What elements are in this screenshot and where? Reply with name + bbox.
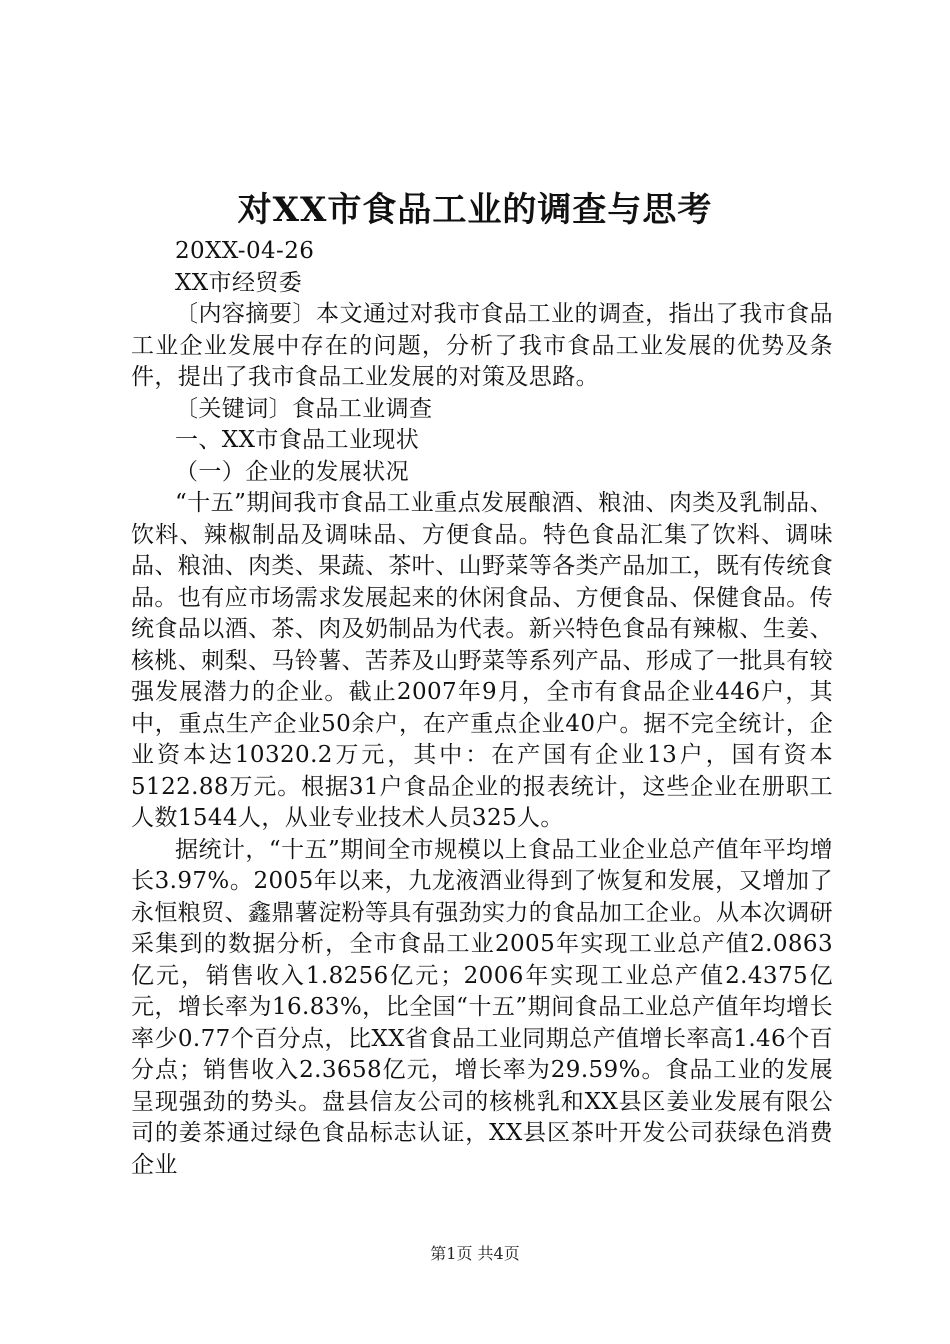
document-date: 20XX-04-26 <box>175 238 315 264</box>
abstract-paragraph: 〔内容摘要〕本文通过对我市食品工业的调查，指出了我市食品工业企业发展中存在的问题，分析了我市食品工业发展的优势及条件，提出了我市食品工业发展的对策及思路。 <box>131 301 833 390</box>
body-paragraph-2: 据统计，“十五”期间全市规模以上食品工业企业总产值年平均增长3.97%。2005年以来，九龙液酒业得到了恢复和发展，又增加了永恒粮贸、鑫鼎薯淀粉等具有强劲实力的食品加工企业。从本次调研采集到的数据分析，全市食品工业2005年实现工业总产值2.0863亿元，销售收入1.8256亿元；2006年实现工业总产值2.4375亿元，增长率为16.83%，比全国“十五”期间食品工业总产值年均增长率少0.77个百分点，比XX省食品工业同期总产值增长率高1.46个百分点；销售收入2.3658亿元，增长率为29.59%。食品工业的发展呈现强劲的势头。盘县信友公司的核桃乳和XX县区姜业发展有限公司的姜茶通过绿色食品标志认证，XX县区茶叶开发公司获绿色消费企业 <box>131 836 833 1178</box>
subsection-heading: （一）企业的发展状况 <box>175 458 409 485</box>
section-heading: 一、XX市食品工业现状 <box>175 427 420 453</box>
page-footer: 第1页 共4页 <box>430 1244 520 1263</box>
document-author: XX市经贸委 <box>175 269 303 296</box>
keywords-line: 〔关键词〕食品工业调查 <box>175 395 433 422</box>
document-title: 对XX市食品工业的调查与思考 <box>237 190 713 230</box>
document-body <box>131 236 833 1181</box>
body-paragraph-1: “十五”期间我市食品工业重点发展酿酒、粮油、肉类及乳制品、饮料、辣椒制品及调味品、方便食品。特色食品汇集了饮料、调味品、粮油、肉类、果蔬、茶叶、山野菜等各类产品加工，既有传统食品。也有应市场需求发展起来的休闲食品、方便食品、保健食品。传统食品以酒、茶、肉及奶制品为代表。新兴特色食品有辣椒、生姜、核桃、刺梨、马铃薯、苦荞及山野菜等系列产品、形成了一批具有较强发展潜力的企业。截止2007年9月，全市有食品企业446户，其中，重点生产企业50余户，在产重点企业40户。据不完全统计，企业资本达10320.2万元，其中：在产国有企业13户，国有资本5122.88万元。根据31户食品企业的报表统计，这些企业在册职工人数1544人，从业专业技术人员325人。 <box>131 490 833 831</box>
